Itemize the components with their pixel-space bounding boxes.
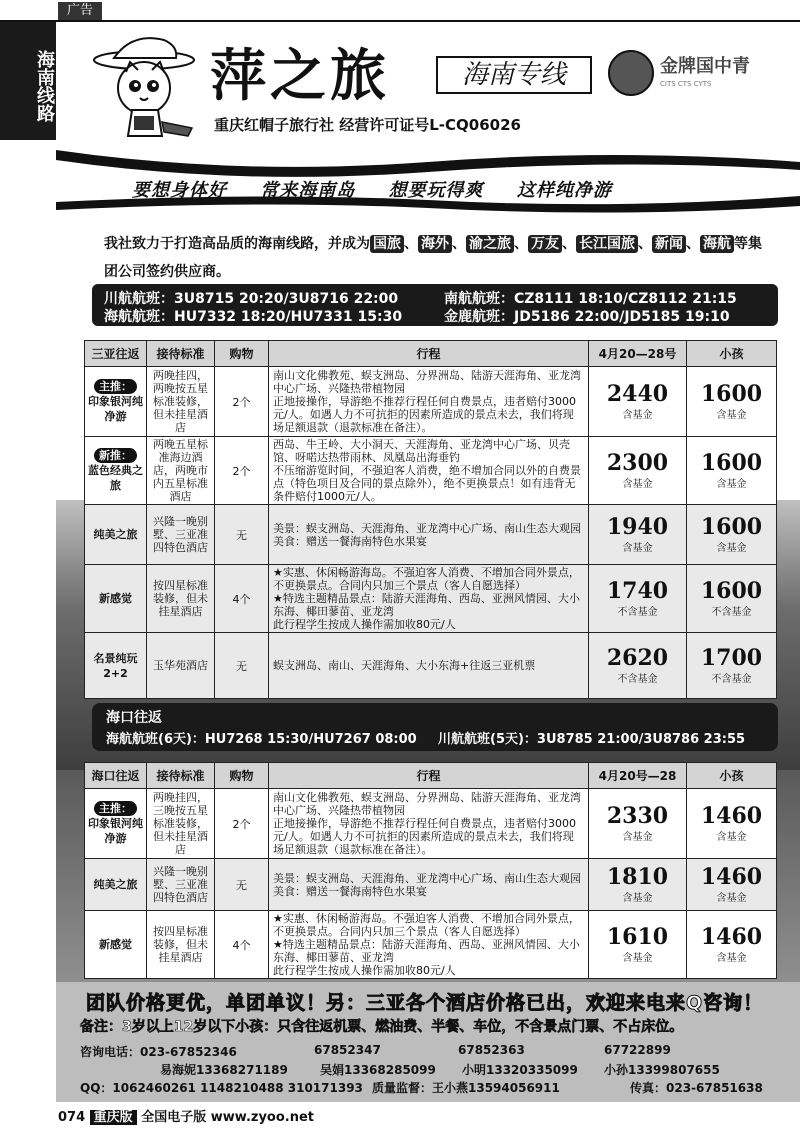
price-note: 含基金 <box>716 832 747 843</box>
slogan-4: 这样纯净游 <box>516 180 612 201</box>
table-row <box>85 633 777 699</box>
partner-tag: 新闻 <box>652 235 686 253</box>
partner-tag: 海航 <box>700 235 734 253</box>
shopping-count: 2个 <box>215 367 269 437</box>
shopping-count: 无 <box>215 505 269 565</box>
partner-tag: 海外 <box>418 235 452 253</box>
haikou-route-table <box>84 762 777 979</box>
agency-license: 重庆红帽子旅行社 经营许可证号L-CQ06026 <box>214 116 521 134</box>
col-header: 三亚往返 <box>85 341 147 367</box>
phone-4: 67722899 <box>604 1043 671 1057</box>
route-name: 印象银河纯净游 <box>88 395 143 423</box>
hotel-standard: 两晚挂四，三晚按五星标准装修，但未挂星酒店 <box>147 789 215 859</box>
haikou-title: 海口往返 <box>106 710 162 726</box>
partner-tag: 渝之旅 <box>466 235 514 253</box>
adult-price: 2330 <box>606 803 669 829</box>
adult-price: 2440 <box>606 381 669 407</box>
sanya-route-table <box>84 340 777 699</box>
route-name: 名景纯玩 2+2 <box>85 633 147 699</box>
shopping-count: 无 <box>215 859 269 911</box>
col-header: 行程 <box>269 763 589 789</box>
route-name: 新感觉 <box>85 911 147 979</box>
table-row <box>85 911 777 979</box>
table-row <box>85 859 777 911</box>
partner-tag: 长江国旅 <box>576 235 638 253</box>
child-note: 备注：3岁以上12岁以下小孩：只含往返机票、燃油费、半餐、车位，不含景点门票、不占床位。 <box>80 1019 684 1035</box>
flight-hai: 海航航班：HU7332 18:20/HU7331 15:30 <box>104 309 403 325</box>
shopping-count: 4个 <box>215 565 269 633</box>
contact-2: 吴娟13368285099 <box>320 1063 436 1077</box>
red-hat-badge-logo <box>608 50 654 96</box>
col-header: 行程 <box>269 341 589 367</box>
promo-line: 团队价格更优，单团单议！另：三亚各个酒店价格已出，欢迎来电来Q咨询！ <box>86 992 764 1014</box>
contact-1: 易海妮13368271189 <box>160 1063 288 1077</box>
child-price: 1600 <box>700 514 763 540</box>
sanya-flights-box <box>92 284 778 326</box>
col-header: 接待标准 <box>147 341 215 367</box>
slogan-3: 想要玩得爽 <box>388 180 484 201</box>
hotel-standard: 两晚五星标准海边酒店，两晚市内五星标准酒店 <box>147 437 215 505</box>
col-header: 购物 <box>215 763 269 789</box>
itinerary: 美景：蜈支洲岛、天涯海角、亚龙湾中心广场、南山生态大观园 美食：赠送一餐海南特色水果宴 <box>269 505 589 565</box>
adult-price: 1610 <box>606 924 669 950</box>
adult-price: 2300 <box>606 450 669 476</box>
price-note: 含基金 <box>622 832 653 843</box>
itinerary: 美景：蜈支洲岛、天涯海角、亚龙湾中心广场、南山生态大观园 美食：赠送一餐海南特色水果宴 <box>269 859 589 911</box>
new-badge: 新推： <box>94 448 137 463</box>
itinerary: 蜈支洲岛、南山、天涯海角、大小东海+往返三亚机票 <box>269 633 589 699</box>
partner-logo-sub: CITS CTS CYTS <box>660 80 712 88</box>
cat-mascot-logo <box>92 32 204 140</box>
child-price: 1600 <box>700 578 763 604</box>
route-name: 纯美之旅 <box>85 859 147 911</box>
ad-label: 广告 <box>58 2 102 20</box>
partner-logo-text: 金牌国中青 <box>660 56 750 77</box>
flight-jinlu: 金鹿航班：JD5186 22:00/JD5185 19:10 <box>444 309 730 325</box>
table-header <box>85 763 777 789</box>
col-header: 4月20—28号 <box>589 341 687 367</box>
price-note: 含基金 <box>716 479 747 490</box>
quality-supervision: 质量监督：王小燕13594056911 <box>372 1081 560 1095</box>
flight-chuan-haikou: 川航航班(5天)：3U8785 21:00/3U8786 23:55 <box>438 732 746 747</box>
adult-price: 1810 <box>606 864 669 890</box>
shopping-count: 无 <box>215 633 269 699</box>
flight-nan: 南航航班：CZ8111 18:10/CZ8112 21:15 <box>444 291 737 307</box>
col-header: 购物 <box>215 341 269 367</box>
brand-subtitle: 海南专线 <box>436 56 592 94</box>
itinerary: 南山文化佛教苑、蜈支洲岛、分界洲岛、陆游天涯海角、亚龙湾中心广场、兴隆热带植物园 正地接操作，导游绝不推荐行程任何自费景点，违者赔付3000元/人。如遇人力不可抗拒的因素所造成的景点未去，我们将现场足额退款（退款标准在备注）。 <box>269 367 589 437</box>
child-price: 1700 <box>700 645 763 671</box>
hotel-standard: 兴隆一晚别墅、三亚准四特色酒店 <box>147 505 215 565</box>
page-number: 074 <box>58 1110 86 1125</box>
price-note: 含基金 <box>716 953 747 964</box>
phone-2: 67852347 <box>314 1043 381 1057</box>
price-note: 含基金 <box>622 410 653 421</box>
hotel-standard: 玉华苑酒店 <box>147 633 215 699</box>
price-note: 含基金 <box>622 479 653 490</box>
col-header: 4月20号—28 <box>589 763 687 789</box>
adult-price: 1940 <box>606 514 669 540</box>
price-note: 含基金 <box>622 543 653 554</box>
hotel-standard: 两晚挂四，两晚按五星标准装修，但未挂星酒店 <box>147 367 215 437</box>
table-row <box>85 505 777 565</box>
child-price: 1460 <box>700 864 763 890</box>
table-header <box>85 341 777 367</box>
site-url: 全国电子版 www.zyoo.net <box>141 1110 315 1125</box>
col-header: 小孩 <box>687 341 777 367</box>
price-note: 不含基金 <box>711 674 752 685</box>
section-tab: 海南线路 <box>0 22 56 140</box>
page-footer <box>58 1106 314 1125</box>
main-badge: 主推： <box>94 379 137 394</box>
slogan-1: 要想身体好 <box>132 180 227 201</box>
phone-main: 咨询电话：023-67852346 <box>80 1045 237 1059</box>
intro-paragraph: 我社致力于打造高品质的海南线路，并成为 国旅 、 海外 、 渝之旅 、 万友 、 长江国旅 、 新闻 、 海航 等集团公司签约供应商。 <box>104 236 762 280</box>
route-name: 蓝色经典之旅 <box>88 464 143 492</box>
slogan-2: 常来海南岛 <box>260 180 356 201</box>
child-price: 1600 <box>700 450 763 476</box>
itinerary: 西岛、牛王岭、大小洞天、天涯海角、亚龙湾中心广场、贝壳馆、呀喏达热带雨林、凤凰岛出海垂钓 不压缩游览时间，不强迫客人消费，绝不增加合同以外的自费景点（特色项目及合同的景点除外），绝不更换景点！如有违背无条件赔付1000元/人。 <box>269 437 589 505</box>
shopping-count: 4个 <box>215 911 269 979</box>
route-name: 新感觉 <box>85 565 147 633</box>
fax: 传真：023-67851638 <box>630 1081 763 1095</box>
table-row <box>85 789 777 859</box>
itinerary: 南山文化佛教苑、蜈支洲岛、分界洲岛、陆游天涯海角、亚龙湾中心广场、兴隆热带植物园 正地接操作，导游绝不推荐行程任何自费景点，违者赔付3000元/人。如遇人力不可抗拒的因素所造成的景点未去，我们将现场足额退款（退款标准在备注）。 <box>269 789 589 859</box>
col-header: 接待标准 <box>147 763 215 789</box>
route-name: 纯美之旅 <box>85 505 147 565</box>
itinerary: ★实惠、休闲畅游海岛。不强迫客人消费、不增加合同外景点，不更换景点。合同内只加三个景点（客人自愿选择） ★特选主题精品景点：陆游天涯海角、西岛、亚洲风情园、大小东海、椰田蓼苗、亚龙湾 此行程学生按成人操作需加收80元/人 <box>269 911 589 979</box>
partner-logo <box>660 52 784 96</box>
slogan-line <box>132 176 638 202</box>
adult-price: 2620 <box>606 645 669 671</box>
itinerary: ★实惠、休闲畅游海岛。不强迫客人消费、不增加合同外景点，不更换景点。合同内只加三个景点（客人自愿选择） ★特选主题精品景点：陆游天涯海角、西岛、亚洲风情园、大小东海、椰田蓼苗、亚龙湾 此行程学生按成人操作需加收80元/人 <box>269 565 589 633</box>
table-row <box>85 565 777 633</box>
flight-chuan: 川航航班：3U8715 20:20/3U8716 22:00 <box>104 291 399 307</box>
brand-title: 萍之旅 <box>210 43 390 109</box>
price-note: 不含基金 <box>617 607 658 618</box>
child-price: 1600 <box>700 381 763 407</box>
main-badge: 主推： <box>94 801 137 816</box>
top-bar <box>0 0 800 22</box>
shopping-count: 2个 <box>215 437 269 505</box>
col-header: 小孩 <box>687 763 777 789</box>
contact-4: 小孙13399807655 <box>604 1063 720 1077</box>
phone-3: 67852363 <box>458 1043 525 1057</box>
contact-3: 小明13320335099 <box>462 1063 578 1077</box>
table-row <box>85 367 777 437</box>
hotel-standard: 按四星标准装修，但未挂星酒店 <box>147 565 215 633</box>
route-name: 印象银河纯净游 <box>88 817 143 845</box>
shopping-count: 2个 <box>215 789 269 859</box>
partner-tag: 万友 <box>528 235 562 253</box>
partner-tag: 国旅 <box>370 235 404 253</box>
hotel-standard: 按四星标准装修，但未挂星酒店 <box>147 911 215 979</box>
price-note: 不含基金 <box>617 674 658 685</box>
price-note: 不含基金 <box>711 607 752 618</box>
price-note: 含基金 <box>622 953 653 964</box>
flight-hai-haikou: 海航航班(6天)：HU7268 15:30/HU7267 08:00 <box>106 732 417 747</box>
price-note: 含基金 <box>622 893 653 904</box>
adult-price: 1740 <box>606 578 669 604</box>
price-note: 含基金 <box>716 893 747 904</box>
hotel-standard: 兴隆一晚别墅、三亚准四特色酒店 <box>147 859 215 911</box>
table-row <box>85 437 777 505</box>
child-price: 1460 <box>700 803 763 829</box>
haikou-flights-box <box>92 703 778 751</box>
price-note: 含基金 <box>716 543 747 554</box>
qq-numbers: QQ：1062460261 1148210488 310171393 <box>80 1081 363 1095</box>
child-price: 1460 <box>700 924 763 950</box>
edition-tag: 重庆版 <box>90 1110 137 1125</box>
col-header: 海口往返 <box>85 763 147 789</box>
price-note: 含基金 <box>716 410 747 421</box>
